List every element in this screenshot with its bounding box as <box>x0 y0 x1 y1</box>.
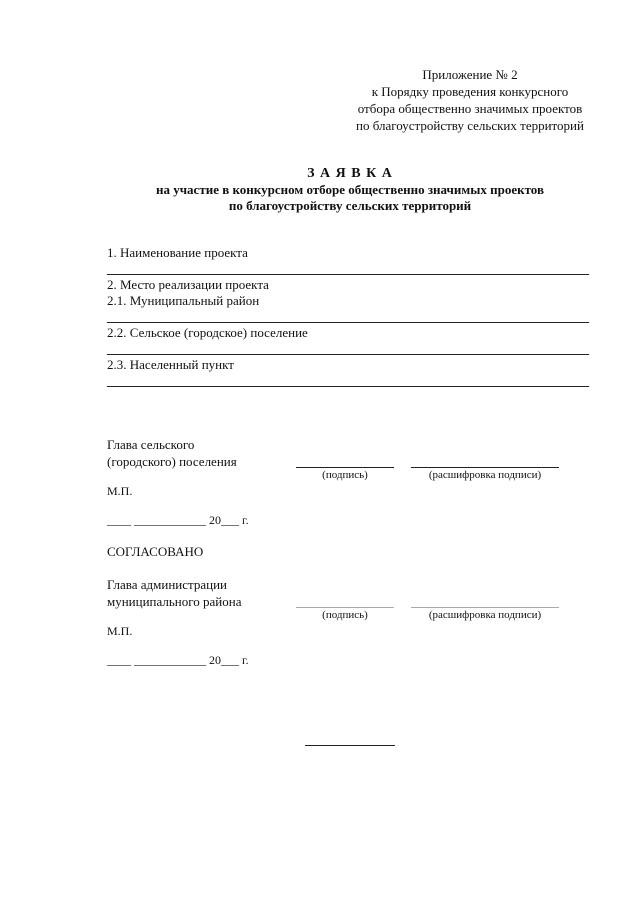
signature-decode-line[interactable] <box>411 467 559 468</box>
footnote-separator <box>305 745 395 746</box>
signature-decode-caption: (расшифровка подписи) <box>428 469 542 481</box>
appendix-ref-line: по благоустройству сельских территорий <box>356 118 584 133</box>
date-field[interactable]: ____ ____________ 20___ г. <box>107 653 249 667</box>
signature-line[interactable] <box>296 607 394 608</box>
stamp-placeholder: М.П. <box>107 484 133 498</box>
signatory-role: Глава сельского <box>107 437 195 452</box>
project-name-line[interactable] <box>107 274 589 275</box>
appendix-ref-line: к Порядку проведения конкурсного <box>371 84 569 99</box>
document-subtitle: на участие в конкурсном отборе общественно значимых проектов <box>155 182 544 197</box>
field-location-label: 2. Место реализации проекта <box>107 277 269 292</box>
settlement-line[interactable] <box>107 354 589 355</box>
signature-caption: (подпись) <box>322 609 368 621</box>
appendix-header <box>330 66 610 134</box>
signature-line[interactable] <box>296 467 394 468</box>
field-district-label: 2.1. Муниципальный район <box>107 293 260 308</box>
signature-decode-caption: (расшифровка подписи) <box>428 609 542 621</box>
approval-label: СОГЛАСОВАНО <box>107 544 204 559</box>
signatory-role: (городского) поселения <box>107 454 237 469</box>
document-subtitle: по благоустройству сельских территорий <box>228 198 472 213</box>
signature-decode-line[interactable] <box>411 607 559 608</box>
signature-caption: (подпись) <box>322 469 368 481</box>
document-title: З А Я В К А <box>307 166 393 181</box>
field-locality-label: 2.3. Населенный пункт <box>107 357 234 372</box>
appendix-number: Приложение № 2 <box>422 67 518 82</box>
signatory-role: муниципального района <box>107 594 242 609</box>
field-project-name-label: 1. Наименование проекта <box>107 245 248 260</box>
date-field[interactable]: ____ ____________ 20___ г. <box>107 513 249 527</box>
district-line[interactable] <box>107 322 589 323</box>
field-settlement-label: 2.2. Сельское (городское) поселение <box>107 325 308 340</box>
locality-line[interactable] <box>107 386 589 387</box>
appendix-ref-line: отбора общественно значимых проектов <box>357 101 583 116</box>
stamp-placeholder: М.П. <box>107 624 133 638</box>
signatory-role: Глава администрации <box>107 577 228 592</box>
